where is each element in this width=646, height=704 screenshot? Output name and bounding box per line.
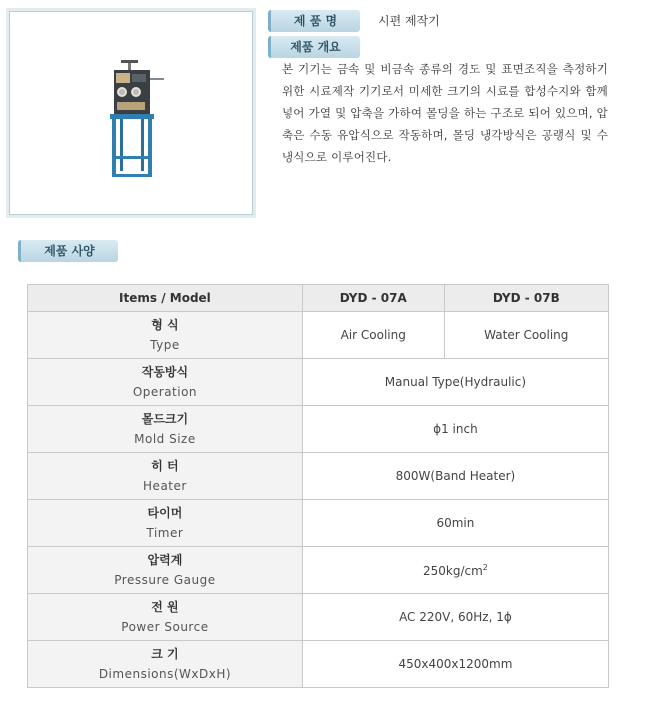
row-label bbox=[28, 500, 303, 547]
value-shared: Manual Type(Hydraulic) bbox=[302, 359, 608, 406]
product-photo-frame bbox=[6, 8, 256, 218]
product-overview-text: 본 기기는 금속 및 비금속 종류의 경도 및 표면조직을 측정하기 위한 시료제작 기기로서 미세한 크기의 시료를 합성수지와 함께 넣어 가열 및 압축을 가하여 몰딩을 하는 구조로 되어 있으며, 압축은 수동 유압식으로 작동하며, 몰딩 냉각방식은 공랭식 및 수냉식으로 이루어진다. bbox=[282, 62, 608, 164]
product-name: 시편 제작기 bbox=[378, 14, 440, 28]
table-row bbox=[28, 359, 609, 406]
spec-header-row bbox=[28, 285, 609, 312]
row-label bbox=[28, 641, 303, 688]
value-model-b: Water Cooling bbox=[444, 312, 608, 359]
row-label bbox=[28, 406, 303, 453]
row-label bbox=[28, 312, 303, 359]
product-spec-tag: 제품 사양 bbox=[18, 240, 118, 262]
value-shared: 60min bbox=[302, 500, 608, 547]
row-label-ko: 작동방식 bbox=[141, 365, 189, 379]
row-label bbox=[28, 453, 303, 500]
table-row bbox=[28, 547, 609, 594]
col-header-items: Items / Model bbox=[28, 285, 303, 312]
value-shared bbox=[302, 547, 608, 594]
table-row bbox=[28, 453, 609, 500]
row-label-ko: 크 기 bbox=[151, 647, 179, 661]
row-label-en: Heater bbox=[143, 479, 187, 493]
row-label bbox=[28, 547, 303, 594]
row-label bbox=[28, 594, 303, 641]
row-label bbox=[28, 359, 303, 406]
value-superscript: 2 bbox=[482, 562, 488, 572]
row-label-ko: 히 터 bbox=[151, 459, 179, 473]
product-photo bbox=[9, 11, 253, 215]
row-label-ko: 압력계 bbox=[147, 553, 183, 567]
row-label-en: Operation bbox=[132, 385, 198, 399]
table-row bbox=[28, 500, 609, 547]
row-label-en: Type bbox=[150, 338, 180, 352]
product-name-tag: 제 품 명 bbox=[268, 10, 360, 32]
value-shared: ϕ1 inch bbox=[302, 406, 608, 453]
value-model-a: Air Cooling bbox=[302, 312, 444, 359]
value-shared: 450x400x1200mm bbox=[302, 641, 608, 688]
row-label-ko: 몰드크기 bbox=[141, 412, 189, 426]
value-text: 250kg/cm bbox=[422, 563, 483, 578]
product-overview-tag: 제품 개요 bbox=[268, 36, 360, 58]
value-shared: 800W(Band Heater) bbox=[302, 453, 608, 500]
row-label-ko: 타이머 bbox=[147, 506, 183, 520]
row-label-en: Pressure Gauge bbox=[114, 573, 216, 587]
col-header-model-a: DYD - 07A bbox=[302, 285, 444, 312]
table-row bbox=[28, 594, 609, 641]
row-label-en: Mold Size bbox=[134, 432, 196, 446]
row-label-ko: 전 원 bbox=[151, 600, 179, 614]
table-row bbox=[28, 641, 609, 688]
row-label-en: Dimensions(WxDxH) bbox=[98, 667, 232, 681]
value-shared: AC 220V, 60Hz, 1ϕ bbox=[302, 594, 608, 641]
col-header-model-b: DYD - 07B bbox=[444, 285, 608, 312]
table-row bbox=[28, 312, 609, 359]
row-label-en: Timer bbox=[146, 526, 184, 540]
table-row bbox=[28, 406, 609, 453]
spec-table bbox=[27, 284, 609, 688]
row-label-en: Power Source bbox=[121, 620, 209, 634]
row-label-ko: 형 식 bbox=[151, 318, 179, 332]
specimen-mounting-press-image bbox=[102, 58, 172, 180]
